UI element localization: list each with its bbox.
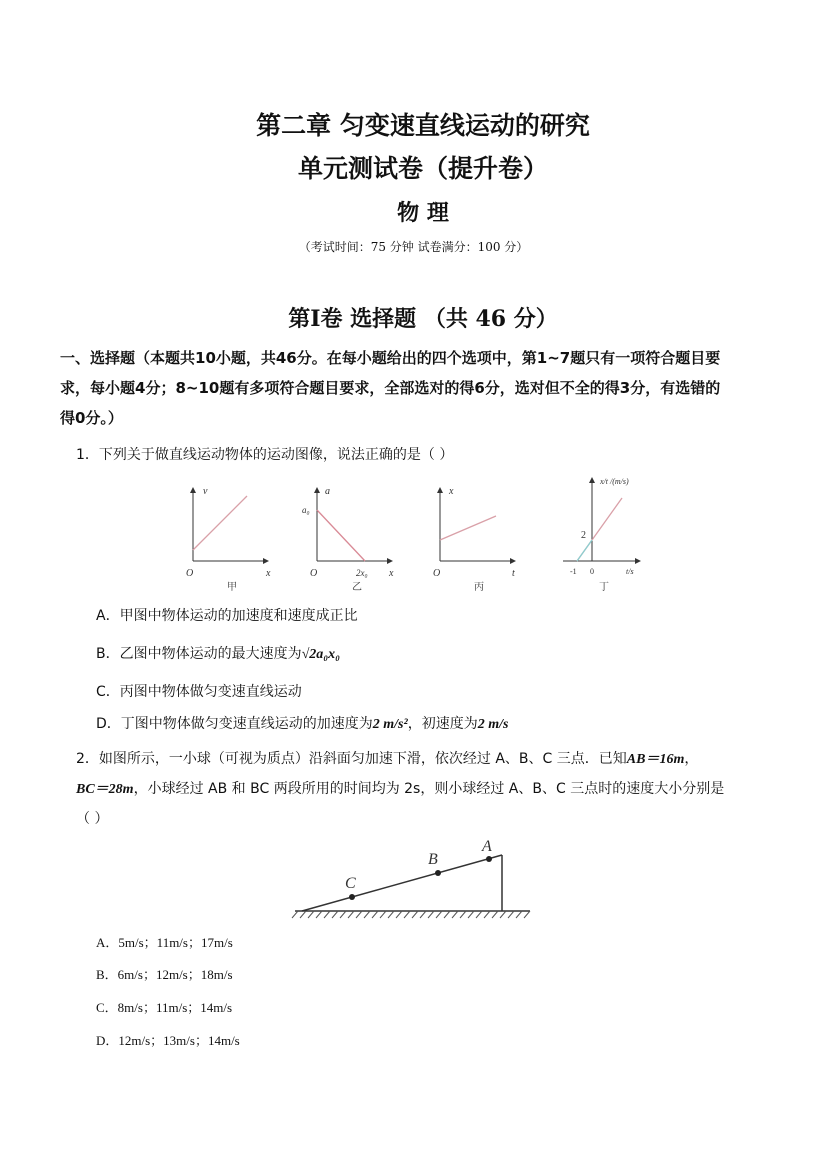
option-text: A．甲图中物体运动的加速度和速度成正比 bbox=[96, 608, 358, 624]
graph-line bbox=[440, 516, 496, 540]
q1-option-d bbox=[96, 713, 508, 733]
math-expression: √2a₀x₀ bbox=[301, 647, 341, 662]
graph-yi bbox=[302, 486, 394, 593]
graph-ding bbox=[563, 477, 640, 593]
label-c: C bbox=[345, 875, 356, 892]
x-tick: 2x₀ bbox=[356, 568, 368, 578]
x-label: x bbox=[266, 568, 271, 579]
exam-info: （考试时间：75 分钟 试卷满分：100 分） bbox=[298, 240, 529, 254]
q2-option-c: C．8m/s；11m/s；14m/s bbox=[96, 1000, 233, 1015]
point-a bbox=[486, 856, 492, 862]
q2-line1 bbox=[76, 748, 698, 768]
q2-text: ，小球经过 AB 和 BC 两段所用的时间均为 2s，则小球经过 A、B、C 三点时的速度大小分别是 bbox=[133, 781, 725, 797]
math-expression: AB＝16m bbox=[626, 752, 685, 767]
origin-label: O bbox=[310, 568, 318, 579]
q1-option-c bbox=[96, 681, 302, 701]
q1-stem: 1．下列关于做直线运动物体的运动图像，说法正确的是（ ） bbox=[76, 447, 454, 463]
math-expression: BC＝28m bbox=[76, 782, 134, 797]
y-label: x bbox=[449, 486, 454, 497]
instructions-line: 得0分。） bbox=[60, 409, 123, 427]
q2-option-a: A．5m/s；11m/s；17m/s bbox=[96, 935, 233, 950]
label-b: B bbox=[428, 851, 438, 868]
section-heading: 第Ⅰ卷 选择题 （共 46 分） bbox=[288, 306, 558, 332]
y-tick: 2 bbox=[581, 530, 586, 541]
x-label: x bbox=[389, 568, 394, 579]
graph-bing bbox=[433, 486, 515, 593]
incline-diagram bbox=[290, 835, 540, 920]
graph-line bbox=[193, 496, 247, 550]
option-text: B．乙图中物体运动的最大速度为 bbox=[96, 646, 302, 662]
y-tick: a₀ bbox=[302, 505, 310, 515]
q1-option-b bbox=[96, 643, 340, 663]
x-tick: 0 bbox=[590, 567, 594, 576]
option-text: D．丁图中物体做匀变速直线运动的加速度为 bbox=[96, 716, 373, 732]
origin-label: O bbox=[186, 568, 194, 579]
x-label: t bbox=[512, 568, 515, 579]
y-label: a bbox=[325, 486, 330, 497]
q1-option-a bbox=[96, 605, 358, 625]
q2-text: 2．如图所示，一小球（可视为质点）沿斜面匀加速下滑，依次经过 A、B、C 三点．已知 bbox=[76, 751, 627, 767]
math-expression: 2 m/s² bbox=[372, 717, 408, 732]
label-a: A bbox=[482, 838, 492, 855]
caption: 丙 bbox=[474, 582, 484, 593]
caption: 乙 bbox=[352, 582, 362, 593]
x-label: t/s bbox=[626, 567, 634, 576]
x-tick: -1 bbox=[570, 567, 577, 576]
math-expression: 2 m/s bbox=[477, 717, 509, 732]
y-label: v bbox=[203, 486, 208, 497]
graph-line bbox=[317, 510, 365, 561]
graph-jia bbox=[186, 486, 271, 593]
subject: 物 理 bbox=[397, 200, 449, 226]
point-b bbox=[435, 870, 441, 876]
q2-text: ， bbox=[684, 751, 699, 767]
q2-line3: （ ） bbox=[76, 811, 109, 827]
q2-option-b: B．6m/s；12m/s；18m/s bbox=[96, 967, 233, 982]
point-c bbox=[349, 894, 355, 900]
option-text: ，初速度为 bbox=[407, 716, 478, 732]
instructions-line: 一、选择题（本题共10小题，共46分。在每小题给出的四个选项中，第1~7题只有一项符合题目要 bbox=[60, 349, 721, 367]
q2-line2 bbox=[76, 778, 724, 798]
q2-option-d: D．12m/s；13m/s；14m/s bbox=[96, 1033, 240, 1048]
y-label: x/t /(m/s) bbox=[600, 477, 629, 486]
instructions-line: 求，每小题4分；8~10题有多项符合题目要求，全部选对的得6分，选对但不全的得3分，有选错的 bbox=[60, 379, 721, 397]
q1-graphs bbox=[170, 470, 650, 600]
caption: 甲 bbox=[227, 582, 237, 593]
caption: 丁 bbox=[599, 582, 609, 593]
option-text: C．丙图中物体做匀变速直线运动 bbox=[96, 684, 302, 700]
origin-label: O bbox=[433, 568, 441, 579]
title-line2: 单元测试卷（提升卷） bbox=[297, 154, 548, 183]
title-line1: 第二章 匀变速直线运动的研究 bbox=[256, 111, 590, 140]
